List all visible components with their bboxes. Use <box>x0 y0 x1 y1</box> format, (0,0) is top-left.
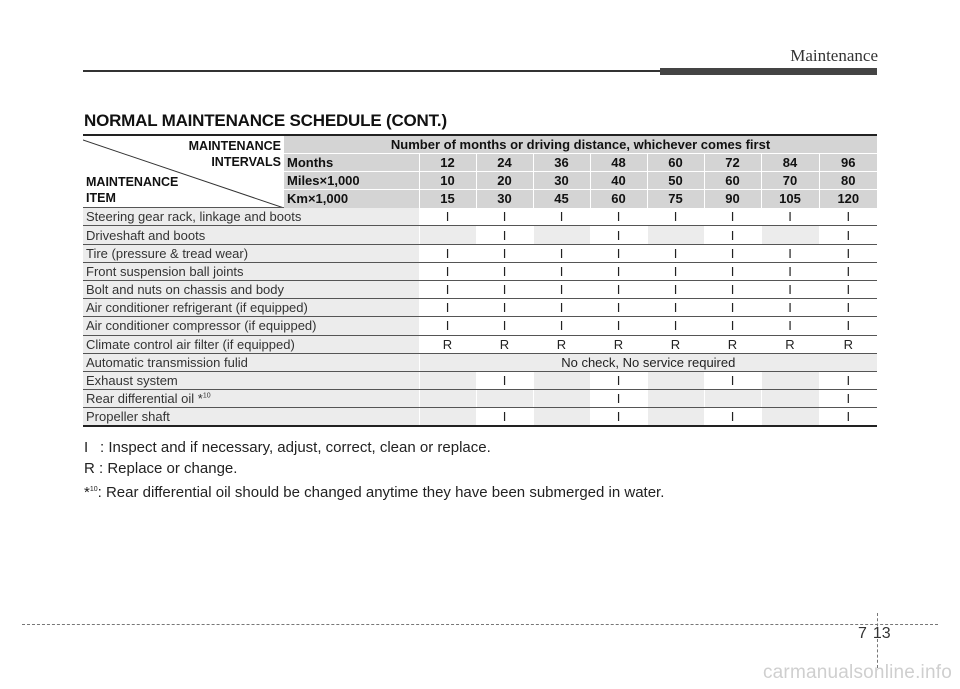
item-name <box>83 317 419 335</box>
schedule-cell <box>647 226 704 244</box>
schedule-cell: R <box>647 335 704 353</box>
legend-footnote <box>84 479 664 503</box>
interval-value: 36 <box>533 153 590 171</box>
schedule-cell: I <box>761 281 819 299</box>
schedule-cell: I <box>704 208 761 226</box>
schedule-cell: I <box>476 317 533 335</box>
corner-item-label: MAINTENANCE ITEM <box>86 175 179 206</box>
item-name-text: Climate control air filter (if equipped) <box>86 336 295 352</box>
schedule-cell: I <box>419 281 476 299</box>
schedule-cell: I <box>704 299 761 317</box>
schedule-cell: I <box>590 299 647 317</box>
table-row <box>83 226 877 244</box>
section-title: Maintenance <box>790 46 878 65</box>
item-name-text: Rear differential oil * <box>86 391 203 407</box>
schedule-cell: I <box>819 226 877 244</box>
schedule-cell: I <box>704 317 761 335</box>
legend-replace <box>84 458 664 479</box>
schedule-cell: I <box>647 262 704 280</box>
schedule-cell: I <box>476 208 533 226</box>
item-name-text: Steering gear rack, linkage and boots <box>86 209 302 225</box>
legend-replace-text: : Replace or change. <box>94 460 238 477</box>
schedule-cell <box>761 390 819 408</box>
table-row <box>83 353 877 371</box>
schedule-cell: I <box>647 317 704 335</box>
header-rule <box>83 70 660 72</box>
interval-label: Miles×1,000 <box>284 171 419 189</box>
watermark: carmanualsonline.info <box>762 662 952 683</box>
schedule-cell <box>761 371 819 389</box>
schedule-cell: I <box>590 390 647 408</box>
schedule-cell: I <box>590 281 647 299</box>
table-row <box>83 317 877 335</box>
schedule-cell: I <box>533 281 590 299</box>
schedule-cell: I <box>419 262 476 280</box>
schedule-cell <box>647 408 704 426</box>
interval-value: 120 <box>819 190 877 208</box>
legend-inspect-text: : Inspect and if necessary, adjust, correct, clean or replace. <box>100 439 491 456</box>
schedule-cell: I <box>476 226 533 244</box>
schedule-cell: I <box>761 244 819 262</box>
schedule-cell: I <box>533 317 590 335</box>
interval-value: 75 <box>647 190 704 208</box>
schedule-cell: R <box>476 335 533 353</box>
interval-label: Km×1,000 <box>284 190 419 208</box>
table-row <box>83 408 877 426</box>
table-row <box>83 208 877 226</box>
schedule-cell: I <box>476 371 533 389</box>
item-name-text: Propeller shaft <box>86 409 170 425</box>
schedule-cell: I <box>819 281 877 299</box>
schedule-cell: I <box>590 317 647 335</box>
schedule-cell: I <box>647 244 704 262</box>
interval-value: 60 <box>647 153 704 171</box>
item-name-text: Driveshaft and boots <box>86 227 206 243</box>
schedule-cell: I <box>819 262 877 280</box>
maintenance-schedule-table <box>83 134 877 427</box>
table-row <box>83 262 877 280</box>
item-name-text: Tire (pressure & tread wear) <box>86 245 249 261</box>
interval-value: 80 <box>819 171 877 189</box>
schedule-cell <box>476 390 533 408</box>
item-name-text: Bolt and nuts on chassis and body <box>86 282 285 298</box>
schedule-cell: I <box>476 299 533 317</box>
interval-value: 60 <box>704 171 761 189</box>
interval-value: 12 <box>419 153 476 171</box>
item-name-text: Front suspension ball joints <box>86 263 244 279</box>
schedule-cell: I <box>647 281 704 299</box>
page-number <box>858 625 891 643</box>
interval-value: 30 <box>476 190 533 208</box>
interval-value: 30 <box>533 171 590 189</box>
schedule-cell: I <box>590 408 647 426</box>
table-row <box>83 371 877 389</box>
interval-value: 48 <box>590 153 647 171</box>
interval-value: 72 <box>704 153 761 171</box>
item-name <box>83 408 419 426</box>
schedule-cell: I <box>590 208 647 226</box>
interval-value: 60 <box>590 190 647 208</box>
interval-value: 10 <box>419 171 476 189</box>
schedule-cell: I <box>819 299 877 317</box>
item-name-text: Automatic transmission fulid <box>86 354 248 370</box>
table-caption: Number of months or driving distance, whichever comes first <box>284 135 877 153</box>
schedule-cell <box>419 226 476 244</box>
schedule-cell <box>704 390 761 408</box>
schedule-cell: I <box>647 299 704 317</box>
interval-value: 70 <box>761 171 819 189</box>
schedule-cell: I <box>533 208 590 226</box>
schedule-cell: I <box>476 244 533 262</box>
schedule-cell <box>533 371 590 389</box>
schedule-cell: I <box>476 281 533 299</box>
schedule-cell: I <box>819 208 877 226</box>
footnote-mark: * <box>84 484 90 501</box>
schedule-cell <box>761 408 819 426</box>
item-name-text: Exhaust system <box>86 373 178 389</box>
schedule-cell: I <box>590 262 647 280</box>
legend-inspect <box>84 437 664 458</box>
schedule-cell <box>533 226 590 244</box>
schedule-cell <box>419 371 476 389</box>
schedule-cell: I <box>419 208 476 226</box>
item-name <box>83 226 419 244</box>
footnote-sup: 10 <box>89 486 98 493</box>
page-title: NORMAL MAINTENANCE SCHEDULE (CONT.) <box>84 111 447 130</box>
schedule-cell: I <box>533 244 590 262</box>
table-row <box>83 244 877 262</box>
table-row <box>83 281 877 299</box>
schedule-cell: I <box>590 244 647 262</box>
schedule-cell: I <box>476 408 533 426</box>
schedule-cell <box>533 390 590 408</box>
interval-value: 96 <box>819 153 877 171</box>
interval-value: 90 <box>704 190 761 208</box>
interval-value: 50 <box>647 171 704 189</box>
schedule-cell: I <box>819 390 877 408</box>
schedule-cell <box>647 390 704 408</box>
schedule-cell: I <box>819 371 877 389</box>
schedule-cell: R <box>761 335 819 353</box>
item-name <box>83 390 419 408</box>
table-corner-header <box>83 135 284 208</box>
interval-value: 15 <box>419 190 476 208</box>
schedule-cell: I <box>419 317 476 335</box>
interval-value: 105 <box>761 190 819 208</box>
schedule-cell: I <box>419 299 476 317</box>
schedule-cell: R <box>590 335 647 353</box>
schedule-cell: I <box>590 371 647 389</box>
interval-value: 84 <box>761 153 819 171</box>
schedule-cell <box>533 408 590 426</box>
item-footnote-ref: 10 <box>202 392 211 400</box>
schedule-cell: I <box>704 408 761 426</box>
schedule-cell: I <box>761 262 819 280</box>
table-row <box>83 335 877 353</box>
schedule-cell: I <box>476 262 533 280</box>
item-name <box>83 262 419 280</box>
corner-intervals-label: MAINTENANCE INTERVALS <box>188 139 281 169</box>
interval-value: 24 <box>476 153 533 171</box>
footer-dashed-rule <box>22 624 938 625</box>
schedule-cell <box>761 226 819 244</box>
interval-value: 45 <box>533 190 590 208</box>
interval-value: 40 <box>590 171 647 189</box>
schedule-cell <box>419 390 476 408</box>
item-name <box>83 353 419 371</box>
schedule-cell: R <box>704 335 761 353</box>
item-name <box>83 281 419 299</box>
item-name <box>83 371 419 389</box>
legend-replace-mark: R <box>84 460 95 477</box>
item-note: No check, No service required <box>419 353 877 371</box>
chapter-number: 7 <box>858 625 867 642</box>
schedule-cell: I <box>819 317 877 335</box>
schedule-cell: I <box>533 299 590 317</box>
schedule-cell: I <box>704 371 761 389</box>
schedule-cell <box>647 371 704 389</box>
item-name <box>83 208 419 226</box>
item-name <box>83 299 419 317</box>
header-bar <box>660 68 877 75</box>
page-number-value: 13 <box>872 625 891 642</box>
schedule-cell: R <box>533 335 590 353</box>
schedule-cell: I <box>590 226 647 244</box>
schedule-cell: I <box>819 244 877 262</box>
item-name <box>83 244 419 262</box>
schedule-cell <box>419 408 476 426</box>
schedule-cell: I <box>704 281 761 299</box>
schedule-cell: R <box>419 335 476 353</box>
item-name-text: Air conditioner refrigerant (if equipped) <box>86 300 308 316</box>
footnote-text: : Rear differential oil should be changed anytime they have been submerged in water. <box>97 484 665 501</box>
schedule-cell: I <box>533 262 590 280</box>
schedule-cell: I <box>761 208 819 226</box>
table-row <box>83 299 877 317</box>
schedule-cell: I <box>704 226 761 244</box>
item-name-text: Air conditioner compressor (if equipped) <box>86 318 317 334</box>
schedule-cell: I <box>761 317 819 335</box>
schedule-cell: R <box>819 335 877 353</box>
schedule-cell: I <box>647 208 704 226</box>
legend-inspect-mark: I <box>84 439 89 456</box>
item-name <box>83 335 419 353</box>
table-row <box>83 390 877 408</box>
schedule-cell: I <box>704 244 761 262</box>
schedule-cell: I <box>704 262 761 280</box>
schedule-cell: I <box>819 408 877 426</box>
interval-label: Months <box>284 153 419 171</box>
interval-value: 20 <box>476 171 533 189</box>
schedule-cell: I <box>761 299 819 317</box>
legend <box>84 437 664 503</box>
schedule-cell: I <box>419 244 476 262</box>
